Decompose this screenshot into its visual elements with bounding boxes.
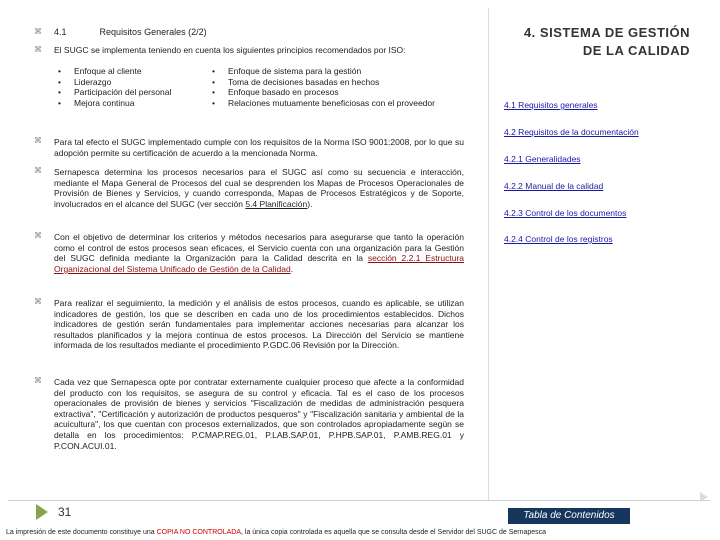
sidebar-divider — [488, 8, 489, 500]
section-title: Requisitos Generales (2/2) — [99, 27, 207, 37]
bullet-marker-icon: ⌘ — [34, 136, 42, 145]
bullet-marker-icon: ⌘ — [34, 376, 42, 385]
principles-left-column — [54, 66, 204, 108]
bullet-marker-icon: ⌘ — [34, 27, 42, 36]
sidebar-link-4-2-2[interactable]: 4.2.2 Manual de la calidad — [504, 181, 604, 191]
paragraph-iso: Para tal efecto el SUGC implementado cumple con los requisitos de la Norma ISO 9001:2008, por lo que su adopción permite su certificación de acuerdo a la mencionada Norma. — [54, 137, 464, 158]
list-item: • Participación del personal — [54, 87, 204, 98]
section-number: 4.1 — [54, 27, 67, 37]
list-item: • Relaciones mutuamente beneficiosas con el proveedor — [208, 98, 438, 109]
list-item: • Enfoque de sistema para la gestión — [208, 66, 464, 77]
intro-text: El SUGC se implementa teniendo en cuenta los siguientes principios recomendados por ISO: — [54, 45, 406, 55]
paragraph-processes: Sernapesca determina los procesos necesarios para el SUGC así como su secuencia e interacción, mediante el Mapa General de Procesos del cual se desprenden los Mapas de Procesos Operacionales de Provisión de Bienes y Servicios, y cuando corresponda, Mapas de Procesos Estratégicos y de Soporte, involucrados en el alcance del SUGC (ver sección 5.4 Planificación). — [54, 167, 464, 209]
arrow-play-icon[interactable] — [36, 504, 48, 520]
list-item: • Liderazgo — [54, 77, 204, 88]
bullet-marker-icon: ⌘ — [34, 166, 42, 175]
section-header — [54, 27, 207, 37]
estructura-organizacional-link[interactable]: sección 2.2.1 Estructura Organizacional del Sistema Unificado de Gestión de la Calidad — [54, 253, 465, 274]
bullet-marker-icon: ⌘ — [34, 45, 42, 54]
bullet-marker-icon: ⌘ — [34, 297, 42, 306]
list-item: • Enfoque al cliente — [54, 66, 204, 77]
sidebar-link-4-1[interactable]: 4.1 Requisitos generales — [504, 100, 598, 110]
sidebar-link-4-2[interactable]: 4.2 Requisitos de la documentación — [504, 127, 639, 137]
footer-disclaimer: La impresión de este documento constituye una COPIA NO CONTROLADA, la única copia controlada es aquella que se consulta desde el Servidor del SUGC de Sernapesca — [6, 529, 547, 536]
bottom-divider — [8, 500, 710, 501]
sidebar-link-4-2-1[interactable]: 4.2.1 Generalidades — [504, 154, 581, 164]
principles-right-column — [208, 66, 464, 108]
arrow-right-icon — [700, 492, 708, 502]
sidebar-title: 4. SISTEMA DE GESTIÓN DE LA CALIDAD — [523, 25, 690, 58]
page-number: 31 — [58, 505, 72, 519]
planificacion-link[interactable]: 5.4 Planificación — [245, 198, 308, 209]
paragraph-indicators: Para realizar el seguimiento, la medición y el análisis de estos procesos, cuando es aplicable, se utilizan indicadores de gestión, los que se describen en cada uno de los procedimientos establecidos. Dichos indicadores de gestión serán fundamentales para implementar acciones necesarias para alcanzar los resultados planificados y la mejora continua de estos procesos. La Dirección del Servicio se mantiene informada de los resultados mediante el procedimiento P.GDC.06 Revisión por la Dirección. — [54, 298, 464, 351]
paragraph-outsourcing: Cada vez que Sernapesca opte por contratar externamente cualquier proceso que afecte a la conformidad del producto con los requisitos, se asegura de su control y eficacia. Tal es el caso de los procesos operacionales de provisión de bienes y servicios "Fiscalización de medidas de administración pesquera extractiva", "Certificación y autorización de productos pesqueros" y "Fiscalización sanitaria y ambiental de la acuicultura", los que cuentan con procesos externalizados, que son controlados apropiadamente según se detalla en los procedimientos: P.CMAP.REG.01, P.LAB.SAP.01, P.HPB.SAP.01, P.AMB.REG.01 y P.CON.ACUI.01. — [54, 377, 464, 451]
table-of-contents-button[interactable]: Tabla de Contenidos — [508, 508, 630, 524]
list-item: • Toma de decisiones basadas en hechos — [208, 77, 464, 88]
uncontrolled-copy-label: COPIA NO CONTROLADA — [156, 529, 241, 536]
sidebar-link-4-2-4[interactable]: 4.2.4 Control de los registros — [504, 234, 613, 244]
list-item: • Mejora continua — [54, 98, 204, 109]
paragraph-organization: Con el objetivo de determinar los criterios y métodos necesarios para asegurarse que tanto la operación como el control de estos procesos sean eficaces, el Servicio cuenta con una organización para la Gestión del SUGC definida mediante la Organización para la Calidad descrita en la sección 2.2.1 Estructura Organizacional del Sistema Unificado de Gestión de la Calidad. — [54, 232, 465, 274]
sidebar-link-4-2-3[interactable]: 4.2.3 Control de los documentos — [504, 208, 627, 218]
list-item: • Enfoque basado en procesos — [208, 87, 464, 98]
bullet-marker-icon: ⌘ — [34, 231, 42, 240]
